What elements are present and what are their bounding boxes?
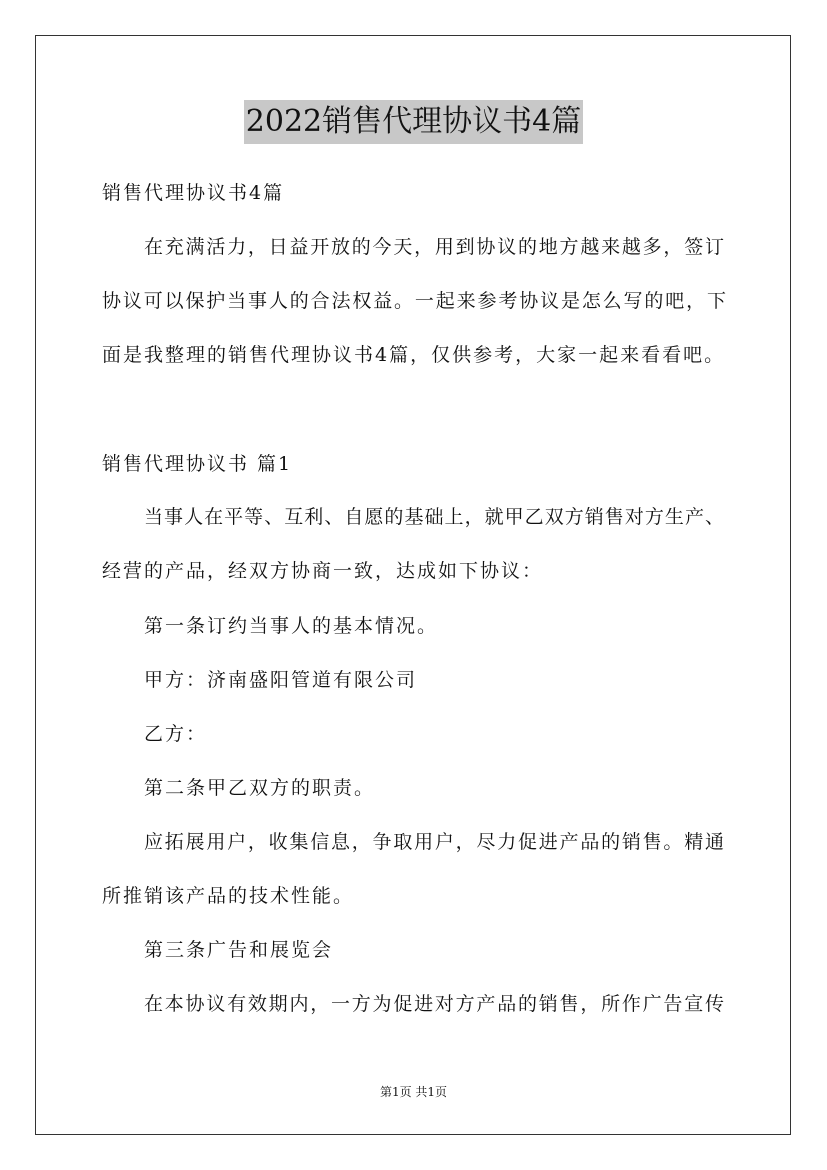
paragraph-line: 所推销该产品的技术性能。 xyxy=(102,885,355,907)
subtitle-line: 销售代理协议书4篇 xyxy=(102,182,285,204)
intro-line-1: 在充满活力，日益开放的今天，用到协议的地方越来越多，签订 xyxy=(144,236,724,258)
intro-line-3: 面是我整理的销售代理协议书4篇，仅供参考，大家一起来看看吧。 xyxy=(102,344,726,366)
title-container xyxy=(0,100,827,144)
paragraph-line: 当事人在平等、互利、自愿的基础上，就甲乙双方销售对方生产、 xyxy=(144,506,724,528)
paragraph-line: 经营的产品，经双方协商一致，达成如下协议： xyxy=(102,560,544,582)
article-1-heading: 第一条订约当事人的基本情况。 xyxy=(144,615,439,637)
intro-line-2: 协议可以保护当事人的合法权益。一起来参考协议是怎么写的吧，下 xyxy=(102,290,726,312)
party-b-line: 乙方： xyxy=(144,723,208,745)
section-heading: 销售代理协议书 篇1 xyxy=(102,453,293,475)
article-3-heading: 第三条广告和展览会 xyxy=(144,939,334,961)
article-2-heading: 第二条甲乙双方的职责。 xyxy=(144,777,376,799)
party-a-line: 甲方：济南盛阳管道有限公司 xyxy=(144,669,418,691)
page-footer: 第1页 共1页 xyxy=(379,1085,448,1099)
document-title: 2022销售代理协议书4篇 xyxy=(244,100,583,144)
paragraph-line: 在本协议有效期内，一方为促进对方产品的销售，所作广告宣传 xyxy=(144,993,724,1015)
paragraph-line: 应拓展用户，收集信息，争取用户，尽力促进产品的销售。精通 xyxy=(144,831,724,853)
